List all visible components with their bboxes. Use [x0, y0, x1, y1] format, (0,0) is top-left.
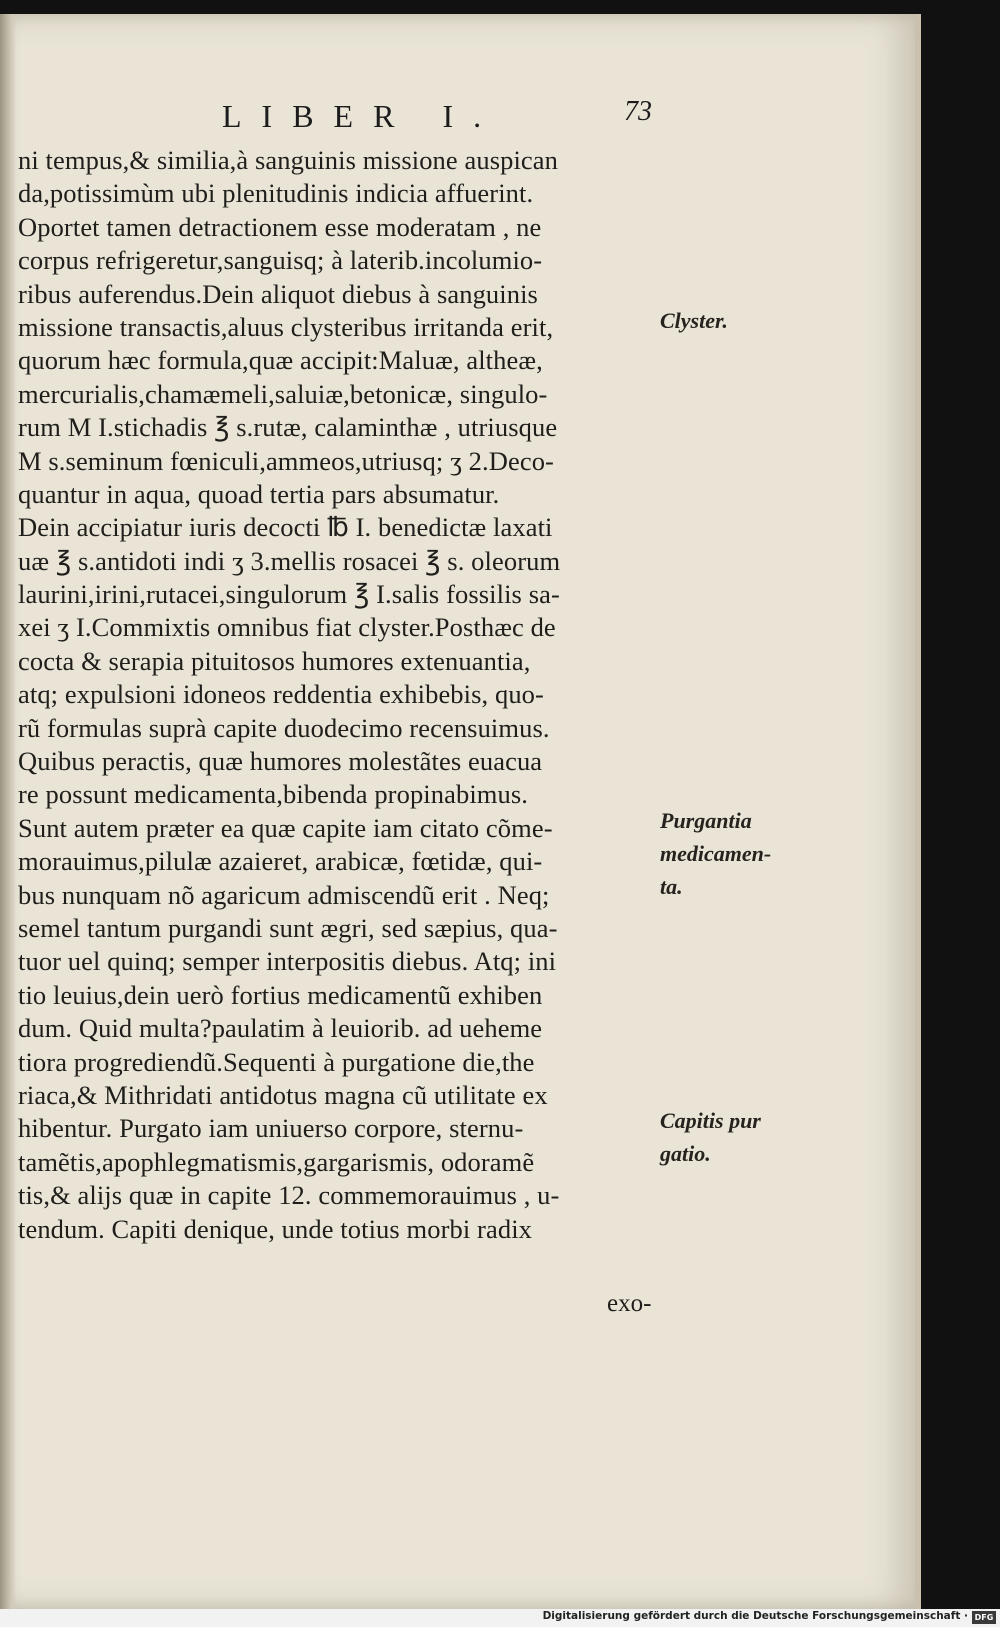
page-edge	[915, 14, 921, 1609]
funding-notice: Digitalisierung gefördert durch die Deutsche Forschungsgemeinschaft ·	[542, 1610, 968, 1622]
text-line: da,potissimùm ubi plenitudinis indicia affuerint.	[18, 178, 534, 209]
text-line: tio leuius,dein uerò fortius medicamentũ exhiben	[18, 979, 543, 1010]
text-line: tuor uel quinq; semper interpositis diebus. Atq; ini	[18, 946, 557, 977]
dfg-logo: DFG	[972, 1611, 996, 1624]
text-line: xei ʒ I.Commixtis omnibus fiat clyster.Posthæc de	[18, 612, 556, 643]
marginal-note-clyster: Clyster.	[660, 308, 728, 333]
catchword: exo-	[607, 1290, 652, 1317]
marginal-note-ta: ta.	[660, 874, 683, 899]
text-line: re possunt medicamenta,bibenda propinabimus.	[18, 779, 528, 810]
text-line: morauimus,pilulæ azaieret, arabicæ, fœtidæ, qui-	[18, 846, 543, 877]
text-line: Quibus peractis, quæ humores molestãtes euacua	[18, 746, 543, 777]
marginal-note-gatio: gatio.	[660, 1141, 711, 1166]
text-line: Oportet tamen detractionem esse moderatam , ne	[18, 211, 542, 242]
page-gutter-shadow	[0, 14, 16, 1609]
text-line: rum M I.stichadis ℥ s.rutæ, calaminthæ , utriusque	[18, 412, 558, 443]
book-page	[0, 14, 915, 1609]
text-line: semel tantum purgandi sunt ægri, sed sæpius, qua-	[18, 912, 558, 943]
text-line: mercurialis,chamæmeli,saluiæ,betonicæ, singulo-	[18, 378, 548, 409]
marginal-note-purgantia: Purgantia	[660, 808, 752, 833]
text-line: hibentur. Purgato iam uniuerso corpore, sternu-	[18, 1113, 524, 1144]
text-line: atq; expulsioni idoneos reddentia exhibebis, quo-	[18, 679, 544, 710]
text-line: tendum. Capiti denique, unde totius morbi radix	[18, 1213, 533, 1244]
text-line: rũ formulas suprà capite duodecimo recensuimus.	[18, 712, 550, 743]
text-line: ribus auferendus.Dein aliquot diebus à sanguinis	[18, 278, 538, 309]
marginal-note-capitis: Capitis pur	[660, 1108, 761, 1133]
text-line: laurini,irini,rutacei,singulorum ℥ I.salis fossilis sa-	[18, 579, 560, 610]
marginal-note-medicamen: medicamen-	[660, 841, 772, 866]
page-header	[0, 98, 915, 138]
text-line: Dein accipiatur iuris decocti ℔ I. benedictæ laxati	[18, 512, 553, 543]
text-line: quantur in aqua, quoad tertia pars absumatur.	[18, 478, 500, 509]
text-line: quorum hæc formula,quæ accipit:Maluæ, altheæ,	[18, 345, 543, 376]
text-line: M s.seminum fœniculi,ammeos,utriusq; ʒ 2.Deco-	[18, 445, 554, 476]
text-line: dum. Quid multa?paulatim à leuiorib. ad ueheme	[18, 1013, 543, 1044]
text-line: cocta & serapia pituitosos humores extenuantia,	[18, 645, 531, 676]
text-line: riaca,& Mithridati antidotus magna cũ utilitate ex	[18, 1079, 548, 1110]
folio-number: 73	[624, 96, 652, 127]
text-line: uæ ℥ s.antidoti indi ʒ 3.mellis rosacei ℥ s. oleorum	[18, 545, 561, 576]
text-line: missione transactis,aluus clysteribus irritanda erit,	[18, 311, 554, 342]
text-line: bus nunquam nõ agaricum admiscendũ erit . Neq;	[18, 879, 550, 910]
text-line: tamẽtis,apophlegmatismis,gargarismis, odoramẽ	[18, 1146, 535, 1177]
text-line: corpus refrigeretur,sanguisq; à laterib.incolumio-	[18, 245, 543, 276]
digitization-footer	[0, 1609, 1000, 1627]
text-line: Sunt autem præter ea quæ capite iam citato cõme-	[18, 812, 553, 843]
text-line: tiora progrediendũ.Sequenti à purgatione die,the	[18, 1046, 535, 1077]
main-text-block	[18, 144, 678, 1246]
running-head: LIBER I.	[222, 98, 502, 134]
text-line: tis,& alijs quæ in capite 12. commemorauimus , u-	[18, 1180, 560, 1211]
text-line: ni tempus,& similia,à sanguinis missione auspican	[18, 145, 558, 175]
